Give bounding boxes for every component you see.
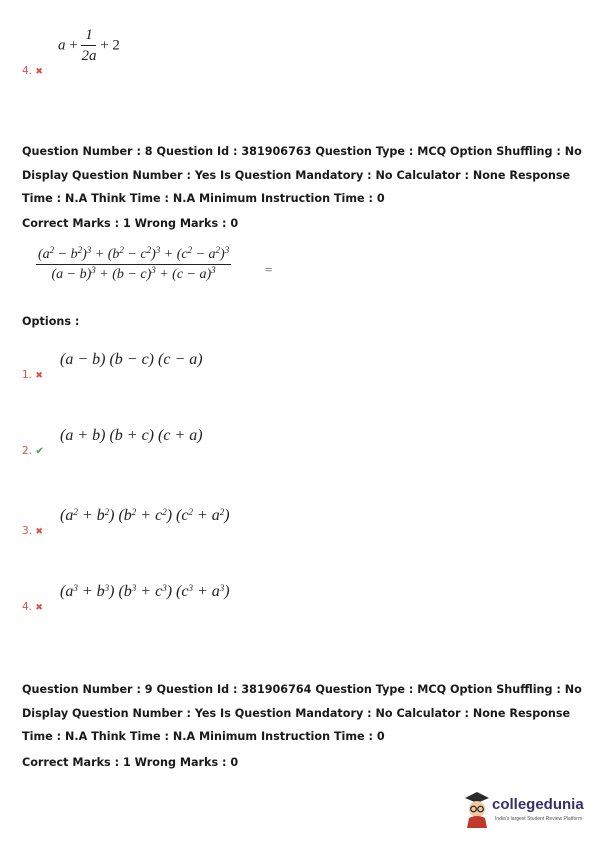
option-expression: a + $\frac{1}{2a}$ + 2 [58,27,120,64]
marks-line: Correct Marks : 1 Wrong Marks : 0 [22,217,239,230]
brand-logo [462,790,590,830]
fraction: $\frac{1}{2a}$ [81,27,97,64]
question-header: Question Number : 8 Question Id : 381906763 Question Type : MCQ Option Shuffling : No Display Question Number : Yes Is Question Mandatory : No Calculator : None Response Time : N.A Think Time : N.A Minimum Instruction Time : 0 [22,145,582,205]
wrong-icon: ✖ [35,67,43,77]
option-number: 2. ✔ [22,445,44,457]
option-expression: $(a^3 + b^3) (b^3 + c^3) (c^3 + a^3)$ [60,583,230,600]
question-expression [36,247,231,283]
option-number: 4. ✖ [22,601,43,613]
wrong-icon: ✖ [35,527,43,537]
marks-line: Correct Marks : 1 Wrong Marks : 0 [22,756,239,769]
option-number: 1. ✖ [22,369,43,381]
brand-name: collegedunia [492,796,584,813]
option-expression: (a + b) (b + c) (c + a) [60,427,203,444]
option-number: 3. ✖ [22,525,43,537]
option-expression: $(a^2 + b^2) (b^2 + c^2) (c^2 + a^2)$ [60,507,230,524]
mascot-icon [462,790,492,828]
wrong-icon: ✖ [35,371,43,381]
equals-sign: = [265,262,273,277]
option-number: 4. ✖ [22,65,43,77]
check-icon: ✔ [35,446,44,457]
options-label: Options : [22,315,80,328]
fraction: $\frac{(a^2 - b^2)^3 + (b^2 - c^2)^3 + (c^2 - a^2)^3}{(a - b)^3 + (b - c)^3 + (c - a)^3}$ [38,245,230,282]
option-expression: (a − b) (b − c) (c − a) [60,351,203,368]
brand-tagline: India's largest Student Review Platform [495,816,583,822]
wrong-icon: ✖ [35,603,43,613]
question-header: Question Number : 9 Question Id : 381906764 Question Type : MCQ Option Shuffling : No Display Question Number : Yes Is Question Mandatory : No Calculator : None Response Time : N.A Think Time : N.A Minimum Instruction Time : 0 [22,683,582,743]
